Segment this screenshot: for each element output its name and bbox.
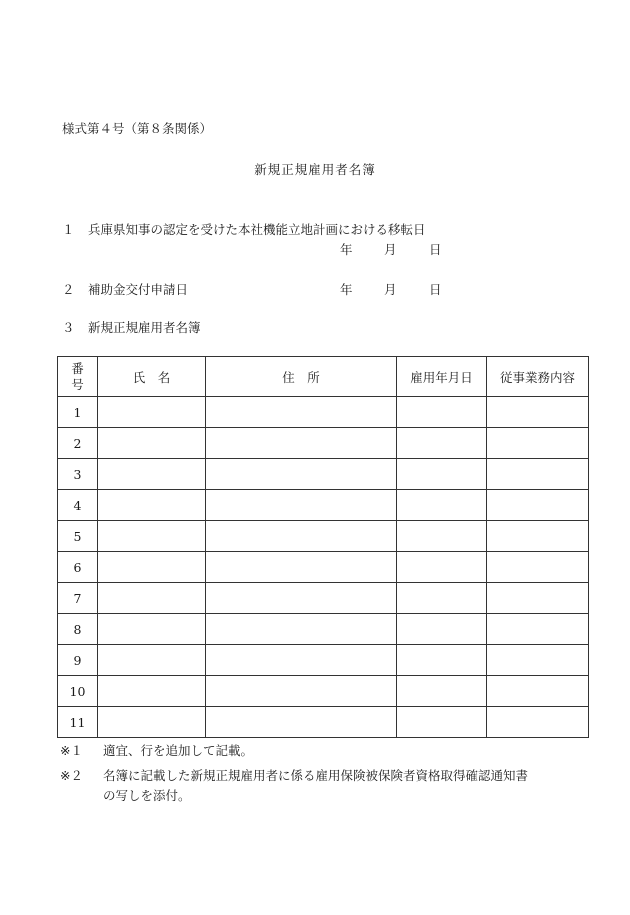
note-1 [60, 741, 600, 761]
item-1-text: 兵庫県知事の認定を受けた本社機能立地計画における移転日 [88, 222, 426, 237]
table-row [58, 614, 589, 645]
row-number: 6 [58, 552, 98, 583]
address-cell[interactable] [206, 459, 397, 490]
row-number: 9 [58, 645, 98, 676]
address-cell[interactable] [206, 707, 397, 738]
name-cell[interactable] [98, 552, 206, 583]
hire-date-cell[interactable] [397, 707, 487, 738]
duties-cell[interactable] [487, 428, 589, 459]
document-title: 新規正規雇用者名簿 [254, 162, 376, 177]
table-row [58, 552, 589, 583]
header-number-bottom: 号 [71, 376, 84, 392]
table-row [58, 521, 589, 552]
hire-date-cell[interactable] [397, 490, 487, 521]
item-1-number: １ [62, 222, 75, 237]
duties-cell[interactable] [487, 645, 589, 676]
table-row [58, 490, 589, 521]
address-cell[interactable] [206, 397, 397, 428]
month-label: 月 [384, 242, 397, 257]
item-3-number: ３ [62, 320, 75, 335]
table-header-row [58, 357, 589, 397]
address-cell[interactable] [206, 583, 397, 614]
table-row [58, 397, 589, 428]
row-number: 3 [58, 459, 98, 490]
address-cell[interactable] [206, 676, 397, 707]
table-row [58, 428, 589, 459]
name-cell[interactable] [98, 676, 206, 707]
duties-cell[interactable] [487, 614, 589, 645]
item-3-text: 新規正規雇用者名簿 [88, 320, 201, 335]
note-1-mark: ※１ [60, 743, 83, 758]
address-cell[interactable] [206, 428, 397, 459]
row-number: 11 [58, 707, 98, 738]
duties-cell[interactable] [487, 676, 589, 707]
month-label: 月 [384, 282, 397, 297]
day-label: 日 [429, 242, 442, 257]
year-label: 年 [340, 242, 353, 257]
address-cell[interactable] [206, 521, 397, 552]
table-row [58, 583, 589, 614]
name-cell[interactable] [98, 583, 206, 614]
hire-date-cell[interactable] [397, 397, 487, 428]
name-cell[interactable] [98, 490, 206, 521]
header-name: 氏 名 [98, 357, 206, 397]
note-1-line-1: 適宜、行を追加して記載。 [103, 743, 254, 758]
header-duties: 従事業務内容 [487, 357, 589, 397]
row-number: 5 [58, 521, 98, 552]
hire-date-cell[interactable] [397, 645, 487, 676]
address-cell[interactable] [206, 490, 397, 521]
table-body [58, 397, 589, 738]
hire-date-cell[interactable] [397, 428, 487, 459]
year-label: 年 [340, 282, 353, 297]
row-number: 8 [58, 614, 98, 645]
row-number: 2 [58, 428, 98, 459]
table-row [58, 459, 589, 490]
table-row [58, 707, 589, 738]
duties-cell[interactable] [487, 707, 589, 738]
hire-date-cell[interactable] [397, 459, 487, 490]
duties-cell[interactable] [487, 583, 589, 614]
address-cell[interactable] [206, 614, 397, 645]
header-number [58, 357, 98, 397]
duties-cell[interactable] [487, 490, 589, 521]
hire-date-cell[interactable] [397, 521, 487, 552]
duties-cell[interactable] [487, 459, 589, 490]
note-2-mark: ※２ [60, 768, 83, 783]
address-cell[interactable] [206, 552, 397, 583]
item-2-text: 補助金交付申請日 [88, 282, 189, 297]
address-cell[interactable] [206, 645, 397, 676]
header-address: 住 所 [206, 357, 397, 397]
name-cell[interactable] [98, 459, 206, 490]
note-2-line-2: の写しを添付。 [103, 788, 191, 803]
name-cell[interactable] [98, 707, 206, 738]
name-cell[interactable] [98, 428, 206, 459]
header-hire-date: 雇用年月日 [397, 357, 487, 397]
note-2 [60, 766, 600, 806]
table-row [58, 645, 589, 676]
hire-date-cell[interactable] [397, 583, 487, 614]
duties-cell[interactable] [487, 521, 589, 552]
duties-cell[interactable] [487, 552, 589, 583]
name-cell[interactable] [98, 521, 206, 552]
row-number: 4 [58, 490, 98, 521]
row-number: 1 [58, 397, 98, 428]
hire-date-cell[interactable] [397, 676, 487, 707]
item-2-number: ２ [62, 282, 75, 297]
hire-date-cell[interactable] [397, 552, 487, 583]
name-cell[interactable] [98, 614, 206, 645]
day-label: 日 [429, 282, 442, 297]
row-number: 7 [58, 583, 98, 614]
table-row [58, 676, 589, 707]
name-cell[interactable] [98, 397, 206, 428]
form-label: 様式第４号（第８条関係） [62, 121, 213, 136]
hire-date-cell[interactable] [397, 614, 487, 645]
employee-register-table [57, 356, 589, 738]
duties-cell[interactable] [487, 397, 589, 428]
row-number: 10 [58, 676, 98, 707]
note-2-line-1: 名簿に記載した新規正規雇用者に係る雇用保険被保険者資格取得確認通知書 [103, 768, 529, 783]
name-cell[interactable] [98, 645, 206, 676]
header-number-top: 番 [71, 360, 84, 376]
